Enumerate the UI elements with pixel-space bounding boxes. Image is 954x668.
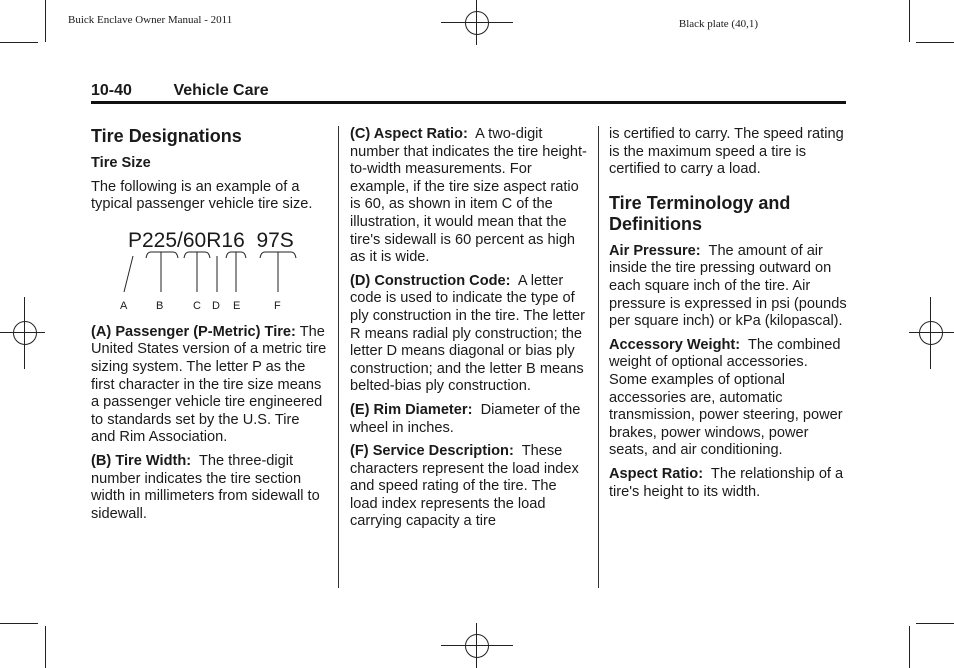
label-c: C — [193, 299, 201, 312]
label-d: D — [212, 299, 220, 312]
definition-f: (F) Service Description: These characters represent the load index and speed rating of the tire. The load index represents the load carrying capacity a tire — [350, 443, 579, 530]
subheading: Tire Size — [91, 155, 151, 171]
crop-mark — [45, 626, 46, 668]
intro-paragraph: The following is an example of a typical passenger vehicle tire size. — [91, 178, 313, 213]
definition-accessory-weight: Accessory Weight: The combined weight of optional accessories. Some examples of optional accessories are, automatic transmission, power steering, power brakes, power windows, power seats, and air conditioning. — [609, 336, 843, 459]
crop-mark — [916, 42, 954, 43]
column-divider — [598, 126, 599, 588]
print-header-right: Black plate (40,1) — [678, 18, 758, 30]
definition-d: (D) Construction Code: A letter code is used to indicate the type of ply construction in the tire. The letter R means radial ply construction; the letter D means diagonal or bias ply construction; and the letter B means belted-bias ply construction. — [350, 272, 585, 395]
tire-size-figure — [91, 220, 327, 316]
continued-paragraph: is certified to carry. The speed rating is the maximum speed a tire is certified to carry a load. — [609, 126, 844, 178]
crop-mark — [916, 623, 954, 624]
crop-mark — [45, 0, 46, 42]
section-heading: Tire Terminology and Definitions — [609, 192, 791, 234]
label-f: F — [274, 299, 281, 312]
definition-a: (A) Passenger (P-Metric) Tire: The United States version of a metric tire sizing system. The letter P as the first character in the tire size means a passenger vehicle tire engineered to standards set by the U.S. Tire and Rim Association. — [91, 323, 327, 446]
definition-c: (C) Aspect Ratio: A two-digit number that indicates the tire height-to-width measurements. For example, if the tire size aspect ratio is 60, as shown in item C of the illustration, it would mean that the tire's sidewall is 60 percent as high as it is wide. — [350, 126, 587, 266]
print-header-left: Buick Enclave Owner Manual - 2011 — [68, 14, 233, 26]
column-3 — [609, 126, 849, 507]
crop-mark — [909, 0, 910, 42]
label-e: E — [233, 299, 241, 312]
tire-code: P225/60R16 97S — [128, 228, 294, 252]
column-2 — [350, 126, 588, 537]
crop-mark — [909, 626, 910, 668]
label-a: A — [120, 299, 128, 312]
crop-mark — [0, 42, 38, 43]
definition-e: (E) Rim Diameter: Diameter of the wheel in inches. — [350, 401, 581, 436]
column-1 — [91, 126, 327, 529]
definition-air-pressure: Air Pressure: The amount of air inside the tire pressing outward on each square inch of the tire. Air pressure is expressed in psi (pounds per square inch) or kPa (kilopascal). — [609, 242, 847, 330]
page-header — [91, 82, 846, 100]
definition-aspect-ratio: Aspect Ratio: The relationship of a tire's height to its width. — [609, 465, 844, 500]
label-b: B — [156, 299, 164, 312]
definition-b: (B) Tire Width: The three-digit number indicates the tire section width in millimeters from sidewall to sidewall. — [91, 452, 320, 522]
column-divider — [338, 126, 339, 588]
section-heading: Tire Designations — [91, 126, 242, 146]
header-rule — [91, 101, 846, 104]
section-title: Vehicle Care — [173, 82, 269, 99]
page-number: 10-40 — [91, 82, 132, 99]
crop-mark — [0, 623, 38, 624]
